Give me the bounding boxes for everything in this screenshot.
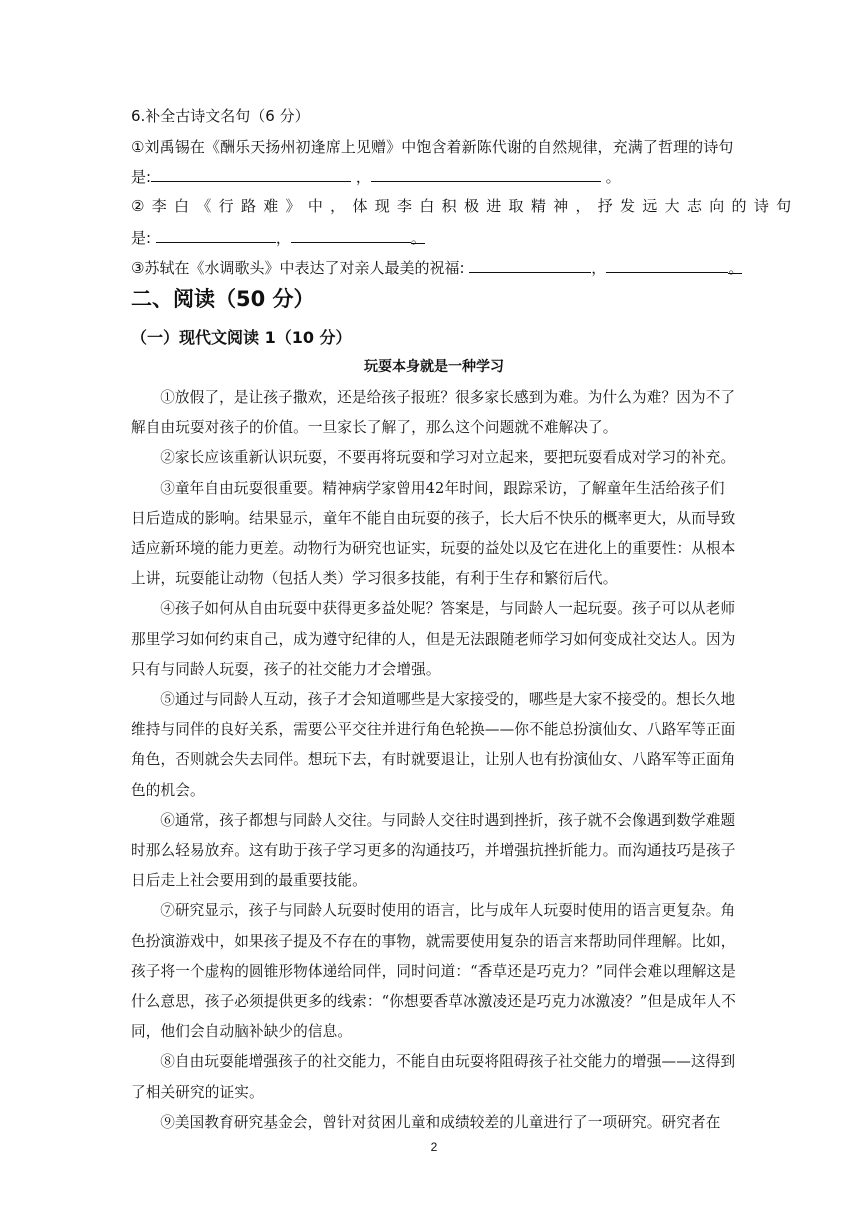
section-heading: 二、阅读（50 分）: [131, 287, 315, 311]
paragraph-4: ④孩子如何从自由玩耍中获得更多益处呢？答案是，与同龄人一起玩耍。孩子可以从老师那里学习如何约束自己，成为遵守纪律的人，但是无法跟随老师学习如何变成社交达人。因为只有与同龄人玩耍，孩子的社交能力才会增强。: [131, 600, 736, 678]
page-number: 2: [430, 1140, 438, 1154]
question-6-3-text: ③苏轼在《水调歌头》中表达了对亲人最美的祝福:: [131, 259, 465, 277]
answer-blank[interactable]: [156, 227, 276, 243]
paragraph-3: ③童年自由玩耍很重要。精神病学家曾用42年时间，跟踪采访，了解童年生活给孩子们日后造成的影响。结果显示，童年不能自由玩耍的孩子，长大后不快乐的概率更大，从而导致适应新环境的能力更差。动物行为研究也证实，玩耍的益处以及它在进化上的重要性：从根本上讲，玩耍能让动物（包括人类）学习很多技能，有利于生存和繁衍后代。: [131, 479, 736, 588]
answer-blank[interactable]: [291, 227, 411, 243]
answer-prefix: 是:: [131, 229, 152, 247]
paragraph-8: ⑧自由玩耍能增强孩子的社交能力，不能自由玩耍将阻碍孩子社交能力的增强——这得到了相关研究的证实。: [131, 1053, 736, 1101]
answer-blank[interactable]: [151, 166, 351, 182]
article-body: [131, 383, 737, 1138]
answer-blank[interactable]: [469, 257, 591, 273]
answer-blank[interactable]: [371, 166, 601, 182]
question-6-1-answer-line: [131, 166, 621, 187]
question-6-heading: 6.补全古诗文名句（6 分）: [131, 107, 310, 125]
question-6-1-text: ①刘禹锡在《酬乐天扬州初逢席上见赠》中饱含着新陈代谢的自然规律，充满了哲理的诗句: [131, 138, 734, 156]
question-6-2-text: ②李白《行路难》中，体现李白积极进取精神，抒发远大志向的诗句: [131, 197, 799, 215]
comma: ，: [591, 259, 607, 277]
paragraph-5: ⑤通过与同龄人互动，孩子才会知道哪些是大家接受的，哪些是大家不接受的。想长久地维持与同伴的良好关系，需要公平交往并进行角色轮换——你不能总扮演仙女、八路军等正面角色，否则就会失去同伴。想玩下去，有时就要退让，让别人也有扮演仙女、八路军等正面角色的机会。: [131, 691, 736, 799]
article-title: 玩耍本身就是一种学习: [364, 359, 504, 375]
paragraph-9: ⑨美国教育研究基金会，曾针对贫困儿童和成绩较差的儿童进行了一项研究。研究者在: [160, 1113, 721, 1131]
period: 。: [605, 168, 621, 186]
period-underlined: 。: [410, 229, 426, 247]
question-6-3-line: [131, 257, 742, 278]
paragraph-1: ①放假了，是让孩子撒欢，还是给孩子报班？很多家长感到为难。为什么为难？因为不了解自由玩耍对孩子的价值。一旦家长了解了，那么这个问题就不难解决了。: [131, 389, 736, 437]
paragraph-2: ②家长应该重新认识玩耍，不要再将玩耍和学习对立起来，要把玩耍看成对学习的补充。: [160, 449, 736, 467]
answer-blank[interactable]: [606, 257, 728, 273]
period-underlined: 。: [728, 259, 744, 277]
paragraph-6: ⑥通常，孩子都想与同龄人交往。与同龄人交往时遇到挫折，孩子就不会像遇到数学难题时那么轻易放弃。这有助于孩子学习更多的沟通技巧，并增强抗挫折能力。而沟通技巧是孩子日后走上社会要用到的最重要技能。: [131, 811, 736, 890]
comma: ，: [275, 229, 291, 247]
comma: ，: [355, 168, 371, 186]
answer-prefix: 是:: [131, 168, 152, 186]
question-6-2-answer-line: [131, 227, 425, 248]
paragraph-7: ⑦研究显示，孩子与同龄人玩耍时使用的语言，比与成年人玩耍时使用的语言更复杂。角色扮演游戏中，如果孩子提及不存在的事物，就需要使用复杂的语言来帮助同伴理解。比如，孩子将一个虚构的圆锥形物体递给同伴，同时问道：“香草还是巧克力？”同伴会难以理解这是什么意思，孩子必须提供更多的线索：“你想要香草冰激凌还是巧克力冰激凌？”但是成年人不同，他们会自动脑补缺少的信息。: [131, 902, 736, 1041]
subsection-heading: （一）现代文阅读 1（10 分）: [131, 328, 352, 347]
